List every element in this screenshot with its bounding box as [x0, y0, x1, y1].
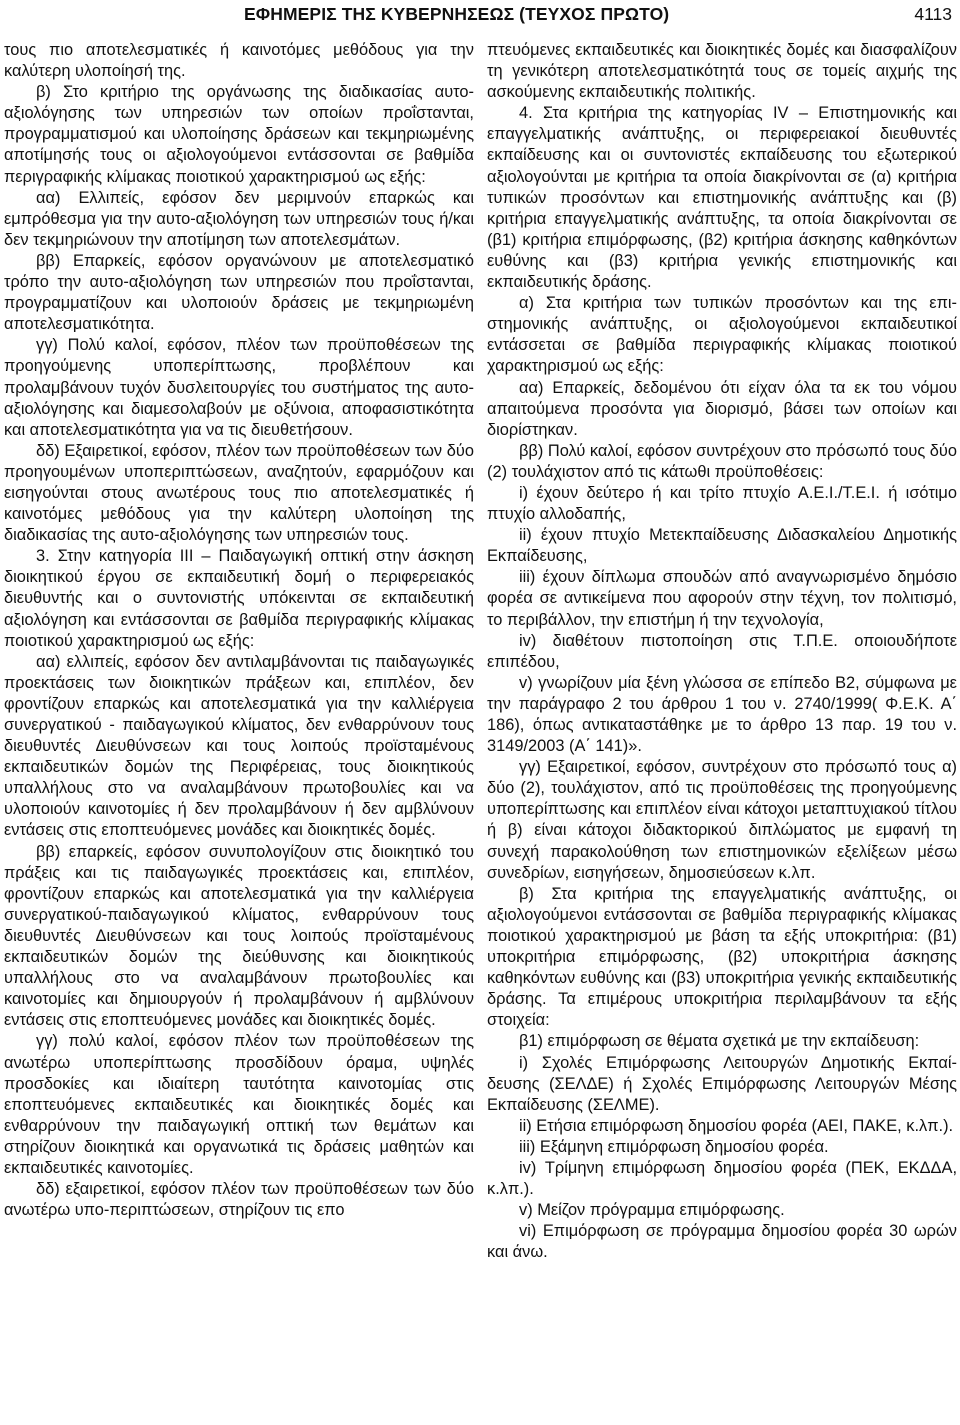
paragraph: 3. Στην κατηγορία ΙΙΙ – Παιδαγωγική οπτική στην άσκηση διοικητικού έργου σε εκπαιδευτική δομή ο περιφερειακός διευθυντής και ο συντονιστής υπόκεινται σε εκπαιδευτική αξιολόγηση και εντάσσονται σε βαθμίδα περιγραφικής κλίμακας ποιοτικού χαρακτηρισμού ως εξής:: [4, 547, 474, 650]
paragraph: πτευόμενες εκπαιδευτικές και διοικητικές δομές και διασφαλίζουν τη γενικότερη αποτελεσματικότητά τους σε τομείς αιχμής της ασκούμενης εκπαιδευτικής πολιτικής.: [487, 41, 957, 102]
paragraph: τους πιο αποτελεσματικές ή καινοτόμες μεθόδους για την καλύτερη υλοποίησή της.: [4, 41, 474, 81]
left-column: [4, 40, 474, 1221]
page-number: 4113: [914, 4, 952, 24]
page-header: [0, 4, 960, 26]
paragraph: β) Στα κριτήρια της επαγγελματικής ανάπτυξης, οι αξιολογούμενοι εντάσσονται σε βαθμίδα περιγραφικής κλίμακας ποιοτικού χαρακτηρισμού με βάση τα εξής υποκριτήρια: (β1) υποκριτήρια επιμόρφωσης, (β2) υποκριτήρια άσκησης καθηκόντων ευθύνης και (β3) υποκριτήρια γενικής εκπαιδευτικής δράσης. Τα επιμέρους υποκριτήρια περιλαμβάνουν τα εξής στοιχεία:: [487, 884, 957, 1030]
paragraph: iii) έχουν δίπλωμα σπουδών από αναγνωρισμένο δημόσιο φορέα σε αντικείμενα που αφορούν στην τέχνη, τον πολιτισμό, το περιβάλλον, την επιστήμη ή την τεχνολογία,: [487, 568, 957, 629]
paragraph: v) γνωρίζουν μία ξένη γλώσσα σε επίπεδο Β2, σύμφωνα με την παράγραφο 2 του άρθρου 1 του ν. 2740/1999( Φ.Ε.Κ. Α΄ 186), όπως αντικαταστάθηκε με το άρθρο 13 παρ. 19 του ν. 3149/2003 (Α΄ 141)».: [487, 673, 957, 756]
paragraph: vi) Επιμόρφωση σε πρόγραμμα δημοσίου φορέα 30 ωρών και άνω.: [487, 1222, 957, 1262]
paragraph: α) Στα κριτήρια των τυπικών προσόντων και της επιστημονικής ανάπτυξης, οι αξιολογούμενοι εκπαιδευτικοί εντάσσεται σε βαθμίδα περιγραφικής κλίμακας ποιοτικού χαρακτηρισμού ως εξής:: [487, 294, 957, 376]
paragraph: ββ) Πολύ καλοί, εφόσον συντρέχουν στο πρόσωπό τους δύο (2) τουλάχιστον από τις κάτωθι προϋποθέσεις:: [487, 441, 957, 481]
paragraph: iv) Τρίμηνη επιμόρφωση δημοσίου φορέα (ΠΕΚ, ΕΚΔΔΑ, κ.λπ.).: [487, 1158, 957, 1199]
paragraph: δδ) εξαιρετικοί, εφόσον πλέον των προϋποθέσεων των δύο ανωτέρω υπο-περιπτώσεων, στηρίζουν τις επο: [4, 1180, 474, 1220]
paragraph: ββ) Επαρκείς, εφόσον οργανώνουν με αποτελεσματικό τρόπο την αυτο-αξιολόγηση των υπηρεσιών που προΐστανται, προγραμματίζουν και υλοποιούν δράσεις με τεκμηριωμένη αποτελεσματικότητα.: [4, 251, 474, 334]
paragraph: iii) Εξάμηνη επιμόρφωση δημοσίου φορέα.: [519, 1137, 829, 1156]
paragraph: αα) Επαρκείς, δεδομένου ότι είχαν όλα τα εκ του νόμου απαιτούμενα προσόντα για διορισμό, βάσει των οποίων και διορίστηκαν.: [487, 378, 957, 439]
paragraph: β1) επιμόρφωση σε θέματα σχετικά με την εκπαίδευση:: [519, 1032, 920, 1051]
gazette-title: ΕΦΗΜΕΡΙΣ ΤΗΣ ΚΥΒΕΡΝΗΣΕΩΣ (ΤΕΥΧΟΣ ΠΡΩΤΟ): [244, 4, 670, 24]
paragraph: αα) ελλιπείς, εφόσον δεν αντιλαμβάνονται τις παιδαγωγικές προεκτάσεις των διοικητικών πράξεων και, επιπλέον, δεν φροντίζουν επαρκώς και αποτελεσματικά για την καλλιέργεια συνεργατικού - παιδαγωγικού κλίματος, δεν ενθαρρύνουν τους διευθυντές Διευθύνσεων και τους λοιπούς προϊσταμένους εκπαιδευτικών δομών της Περιφέρειας, τους διοικητικούς υπαλλήλους στο να αναλαμβάνουν πρωτοβουλίες και να υλοποιούν καινοτομίες ή δεν προλαμβάνουν ή δεν αμβλύνουν εντάσεις στις εποπτευόμενες μονάδες και διοικητικές δομές.: [4, 652, 474, 840]
paragraph: i) Σχολές Επιμόρφωσης Λειτουργών Δημοτικής Εκπαίδευσης (ΣΕΛΔΕ) ή Σχολές Επιμόρφωσης Λειτουργών Μέσης Εκπαίδευσης (ΣΕΛΜΕ).: [487, 1053, 957, 1114]
paragraph: ii) έχουν πτυχίο Μετεκπαίδευσης Διδασκαλείου Δημοτικής Εκπαίδευσης,: [487, 526, 957, 566]
paragraph: ββ) επαρκείς, εφόσον συνυπολογίζουν στις διοικητικό του πράξεις και τις παιδαγωγικές προεκτάσεις και, επιπλέον, φροντίζουν επαρκώς και αποτελεσματικά για την καλλιέργεια συνεργατικού-παιδαγωγικού κλίματος, ενθαρρύνουν τους διευθυντές Διευθύνσεων και τους λοιπούς προϊσταμένους εκπαιδευτικών δομών της διεύθυνσης και διοικητικούς υπαλλήλους στο να αναλαμβάνουν πρωτοβουλίες και καινοτομίες και δημιουργούν ή προλαμβάνουν ή αμβλύνουν εντάσεις στις εποπτευόμενες μονάδες και διοικητικές δομές.: [4, 842, 474, 1030]
paragraph: δδ) Εξαιρετικοί, εφόσον, πλέον των προϋποθέσεων των δύο προηγουμένων υποπεριπτώσεων, αναζητούν, εφαρμόζουν και εισηγούνται στους ανωτέρους τους πιο αποτελεσματικές ή καινοτόμες μεθόδους για την καλύτερη υλοποίηση της διαδικασίας της αυτο-αξιολόγησης των υπηρεσιών τους.: [4, 441, 474, 545]
paragraph: ii) Ετήσια επιμόρφωση δημοσίου φορέα (ΑΕΙ, ΠΑΚΕ, κ.λπ.).: [519, 1116, 954, 1135]
paragraph: γγ) πολύ καλοί, εφόσον πλέον των προϋποθέσεων της ανωτέρω υποπερίπτωσης προσδίδουν όραμα, υψηλές προσδοκίες και ιδιαίτερη ταυτότητα καινοτομίας στις εποπτευόμενες εκπαιδευτικές και διοικητικές δομές και ενθαρρύνουν την παιδαγωγική οπτική των θεμάτων και στηρίζουν διοικητικά και οργανωτικά τις δράσεις μαθητών και εκπαιδευτικές καινοτομίες.: [4, 1032, 474, 1177]
paragraph: β) Στο κριτήριο της οργάνωσης της διαδικασίας αυτοαξιολόγησης των υπηρεσιών των οποίων προΐστανται, προγραμματισμού και υλοποίησης δράσεων και τεκμηριωμένης αποτίμησής τους οι αξιολογούμενοι εντάσσονται σε βαθμίδα περιγραφικής κλίμακας ποιοτικού χαρακτηρισμού ως εξής:: [4, 83, 474, 186]
right-column: [487, 40, 957, 1263]
paragraph: i) έχουν δεύτερο ή και τρίτο πτυχίο Α.Ε.Ι./Τ.Ε.Ι. ή ισότιμο πτυχίο αλλοδαπής,: [487, 483, 957, 524]
paragraph: 4. Στα κριτήρια της κατηγορίας IV – Επιστημονικής και επαγγελματικής ανάπτυξης, οι περιφερειακοί διευθυντές εκπαίδευσης και οι συντονιστές εκπαίδευσης του εξωτερικού αξιολογούνται με κριτήρια τα οποία διακρίνονται σε (α) κριτήρια τυπικών προσόντων και επιστημονικής ανάπτυξης και (β) κριτήρια επαγγελματικής ανάπτυξης, τα οποία διακρίνονται σε (β1) κριτήρια επιμόρφωσης, (β2) κριτήρια άσκησης καθηκόντων ευθύνης και (β3) κριτήρια γενικής επιστημονικής και εκπαιδευτικής δράσης.: [487, 104, 957, 292]
paragraph: v) Μείζον πρόγραμμα επιμόρφωσης.: [519, 1201, 785, 1220]
paragraph: γγ) Εξαιρετικοί, εφόσον, συντρέχουν στο πρόσωπό τους α) δύο (2), τουλάχιστον, από τις προϋποθέσεις της προηγούμενης υποπερίπτωσης και επιπλέον είναι κάτοχοι μεταπτυχιακού τίτλου ή β) είναι κάτοχοι διδακτορικού διπλώματος με εμφανή τη συνεχή παρακολούθηση των επιστημονικών εξελίξεων μέσω συνεδρίων, εισηγήσεων, δημοσιεύσεων κ.λπ.: [487, 758, 957, 882]
paragraph: iv) διαθέτουν πιστοποίηση στις Τ.Π.Ε. οποιουδήποτε επιπέδου,: [487, 631, 957, 671]
paragraph: γγ) Πολύ καλοί, εφόσον, πλέον των προϋποθέσεων της προηγούμενης υποπερίπτωσης, προβλέπουν και προλαμβάνουν τυχόν δυσλειτουργίες του συστήματος της αυτο-αξιολόγησης και διαμεσολαβούν με οξύνοια, αποφασιστικότητα και αποτελεσματικότητα για να τις διευθετήσουν.: [4, 336, 474, 439]
paragraph: αα) Ελλιπείς, εφόσον δεν μεριμνούν επαρκώς και εμπρόθεσμα για την αυτο-αξιολόγηση των υπηρεσιών τους ή/και δεν τεκμηριώνουν την αποτίμηση των αποτελεσμάτων.: [4, 188, 474, 249]
